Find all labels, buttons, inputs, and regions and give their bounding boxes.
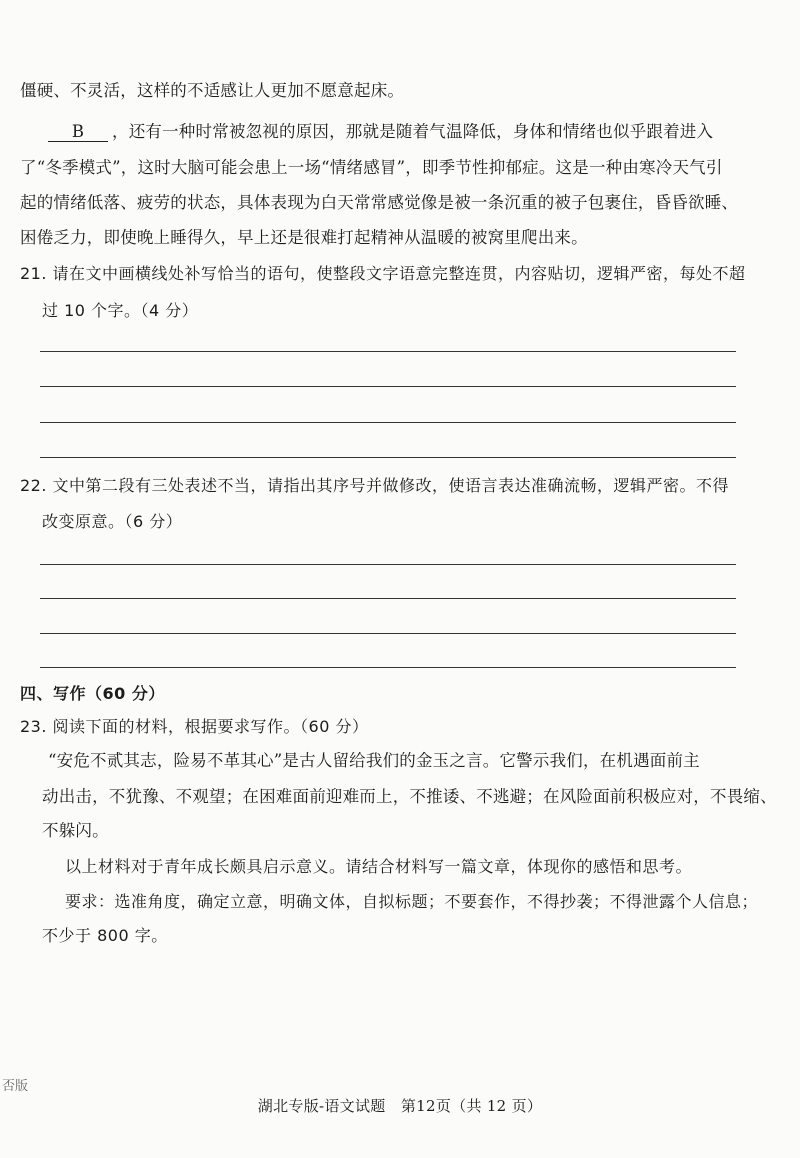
question-21-line-1: 21. 请在文中画横线处补写恰当的语句，使整段文字语意完整连贯，内容贴切，逻辑严密，每处不超 (20, 264, 746, 283)
answer-line[interactable] (40, 386, 736, 387)
answer-line[interactable] (40, 667, 736, 668)
question-22-line-2: 改变原意。（6 分） (42, 512, 183, 531)
corner-mark: 否版 (2, 1079, 29, 1094)
passage-line-1: 僵硬、不灵活，这样的不适感让人更加不愿意起床。 (20, 81, 405, 100)
passage-line-3: 了“冬季模式”，这时大脑可能会患上一场“情绪感冒”，即季节性抑郁症。这是一种由寒冷天气引 (20, 158, 723, 177)
passage-line-4: 起的情绪低落、疲劳的状态，具体表现为白天常常感觉像是被一条沉重的被子包裹住，昏昏欲睡、 (20, 193, 739, 212)
answer-blank-b: B (48, 123, 108, 142)
passage-line-2 (48, 121, 776, 143)
question-23: 23. 阅读下面的材料，根据要求写作。（60 分） (20, 717, 369, 736)
answer-line[interactable] (40, 633, 736, 634)
material-line-3: 不躲闪。 (42, 821, 109, 840)
material-line-1: “安危不贰其志，险易不革其心”是古人留给我们的金玉之言。它警示我们，在机遇面前主 (48, 751, 700, 770)
material-line-2: 动出击，不犹豫、不观望；在困难面前迎难而上，不推诿、不逃避；在风险面前积极应对，不畏缩、 (42, 787, 777, 806)
requirement-line-2: 不少于 800 字。 (42, 926, 168, 945)
instruction-line: 以上材料对于青年成长颇具启示意义。请结合材料写一篇文章，体现你的感悟和思考。 (65, 857, 693, 876)
answer-line[interactable] (40, 598, 736, 599)
requirement-line-1: 要求：选准角度，确定立意，明确文体，自拟标题；不要套作，不得抄袭；不得泄露个人信息； (65, 892, 759, 911)
passage-line-2-text: ，还有一种时常被忽视的原因，那就是随着气温降低，身体和情绪也似乎跟着进入 (112, 122, 714, 141)
question-22-line-1: 22. 文中第二段有三处表述不当，请指出其序号并做修改，使语言表达准确流畅，逻辑严密。不得 (20, 476, 730, 495)
answer-line[interactable] (40, 422, 736, 423)
answer-line[interactable] (40, 351, 736, 352)
page-footer: 湖北专版-语文试题 第12页（共 12 页） (257, 1097, 543, 1115)
question-21-line-2: 过 10 个字。（4 分） (42, 301, 199, 320)
passage-line-5: 困倦乏力，即使晚上睡得久，早上还是很难打起精神从温暖的被窝里爬出来。 (20, 228, 588, 247)
answer-line[interactable] (40, 457, 736, 458)
answer-line[interactable] (40, 564, 736, 565)
section-4-heading: 四、写作（60 分） (20, 684, 165, 703)
